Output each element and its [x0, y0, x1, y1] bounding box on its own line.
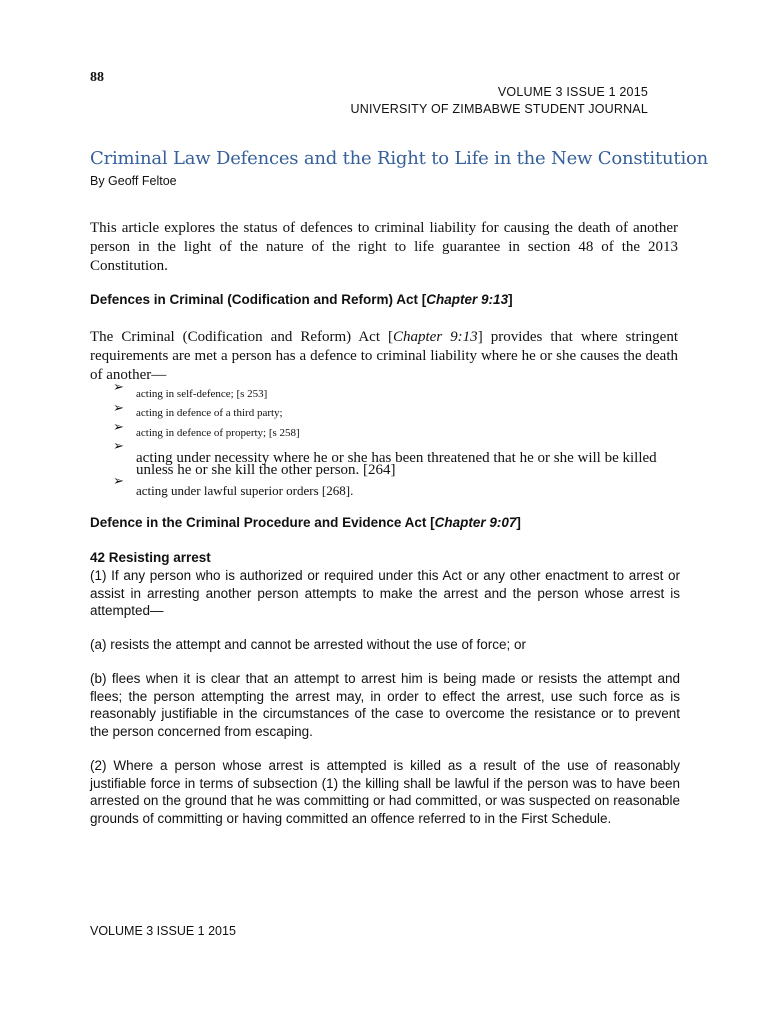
section1-para-chapter: Chapter 9:13: [393, 329, 478, 345]
section2-paragraph-1: (1) If any person who is authorized or required under this Act or any other enactment to arrest or assist in arresting another person attempts to make the arrest and the person whose arrest is attempted—: [90, 568, 680, 618]
section1-paragraph: [90, 328, 678, 385]
section1-heading-chapter: Chapter 9:13: [426, 292, 509, 307]
section2-paragraph-2: (2) Where a person whose arrest is attempted is killed as a result of the use of reasonably justifiable force in terms of subsection (1) the killing shall be lawful if the person was to have been arrested on the ground that he was committing or had committed, or was suspected on reasonable grounds of committing or having committed an offence referred to in the First Schedule.: [90, 758, 680, 826]
header-volume: VOLUME 3 ISSUE 1 2015: [497, 85, 648, 99]
section2-paragraph-a: (a) resists the attempt and cannot be arrested without the use of force; or: [90, 637, 526, 652]
list-item: acting in defence of a third party;: [136, 407, 283, 419]
section2-subheading: 42 Resisting arrest: [90, 550, 211, 565]
section2-heading-close: ]: [516, 515, 521, 530]
section2-paragraph-b: (b) flees when it is clear that an attempt to arrest him is being made or resists the attempt and flees; the person attempting the arrest may, in order to effect the arrest, use such force as is reasonably justifiable in the circumstances of the case to overcome the resistance or to prevent the person concerned from escaping.: [90, 671, 680, 739]
bullet-arrow-icon: ➢: [113, 379, 124, 394]
bullet-arrow-icon: ➢: [113, 473, 124, 488]
bullet-arrow-icon: ➢: [113, 419, 124, 434]
section1-para-text: The Criminal (Codification and Reform) Act [: [90, 329, 393, 345]
list-item: acting in self-defence; [s 253]: [136, 388, 268, 400]
header-journal: UNIVERSITY OF ZIMBABWE STUDENT JOURNAL: [350, 102, 648, 116]
list-item-continued: unless he or she kill the other person. [264]: [136, 462, 396, 478]
article-title: Criminal Law Defences and the Right to Life in the New Constitution: [90, 148, 709, 169]
section2-heading-chapter: Chapter 9:07: [434, 515, 517, 530]
list-item: acting under necessity where he or she has been threatened that he or she will be killed: [136, 450, 657, 466]
section1-heading-text: Defences in Criminal (Codification and Reform) Act [: [90, 292, 427, 307]
list-item: acting in defence of property; [s 258]: [136, 427, 300, 439]
bullet-arrow-icon: ➢: [113, 400, 124, 415]
list-item: acting under lawful superior orders [268].: [136, 483, 354, 498]
page-number: 88: [90, 70, 104, 85]
section1-para-rest: ] provides that where stringent requirements are met a person has a defence to criminal liability where he or she causes the death of another—: [90, 329, 679, 383]
section2-heading-text: Defence in the Criminal Procedure and Evidence Act [: [90, 515, 435, 530]
section1-heading-close: ]: [508, 292, 513, 307]
section2-heading: [90, 515, 521, 530]
bullet-arrow-icon: ➢: [113, 438, 124, 453]
article-author: By Geoff Feltoe: [90, 174, 177, 188]
page-footer: VOLUME 3 ISSUE 1 2015: [90, 924, 236, 938]
section1-heading: [90, 292, 513, 307]
intro-paragraph: This article explores the status of defences to criminal liability for causing the death of another person in the light of the nature of the right to life guarantee in section 48 of the 2013 Constitution.: [90, 220, 678, 274]
running-header: [351, 84, 648, 118]
